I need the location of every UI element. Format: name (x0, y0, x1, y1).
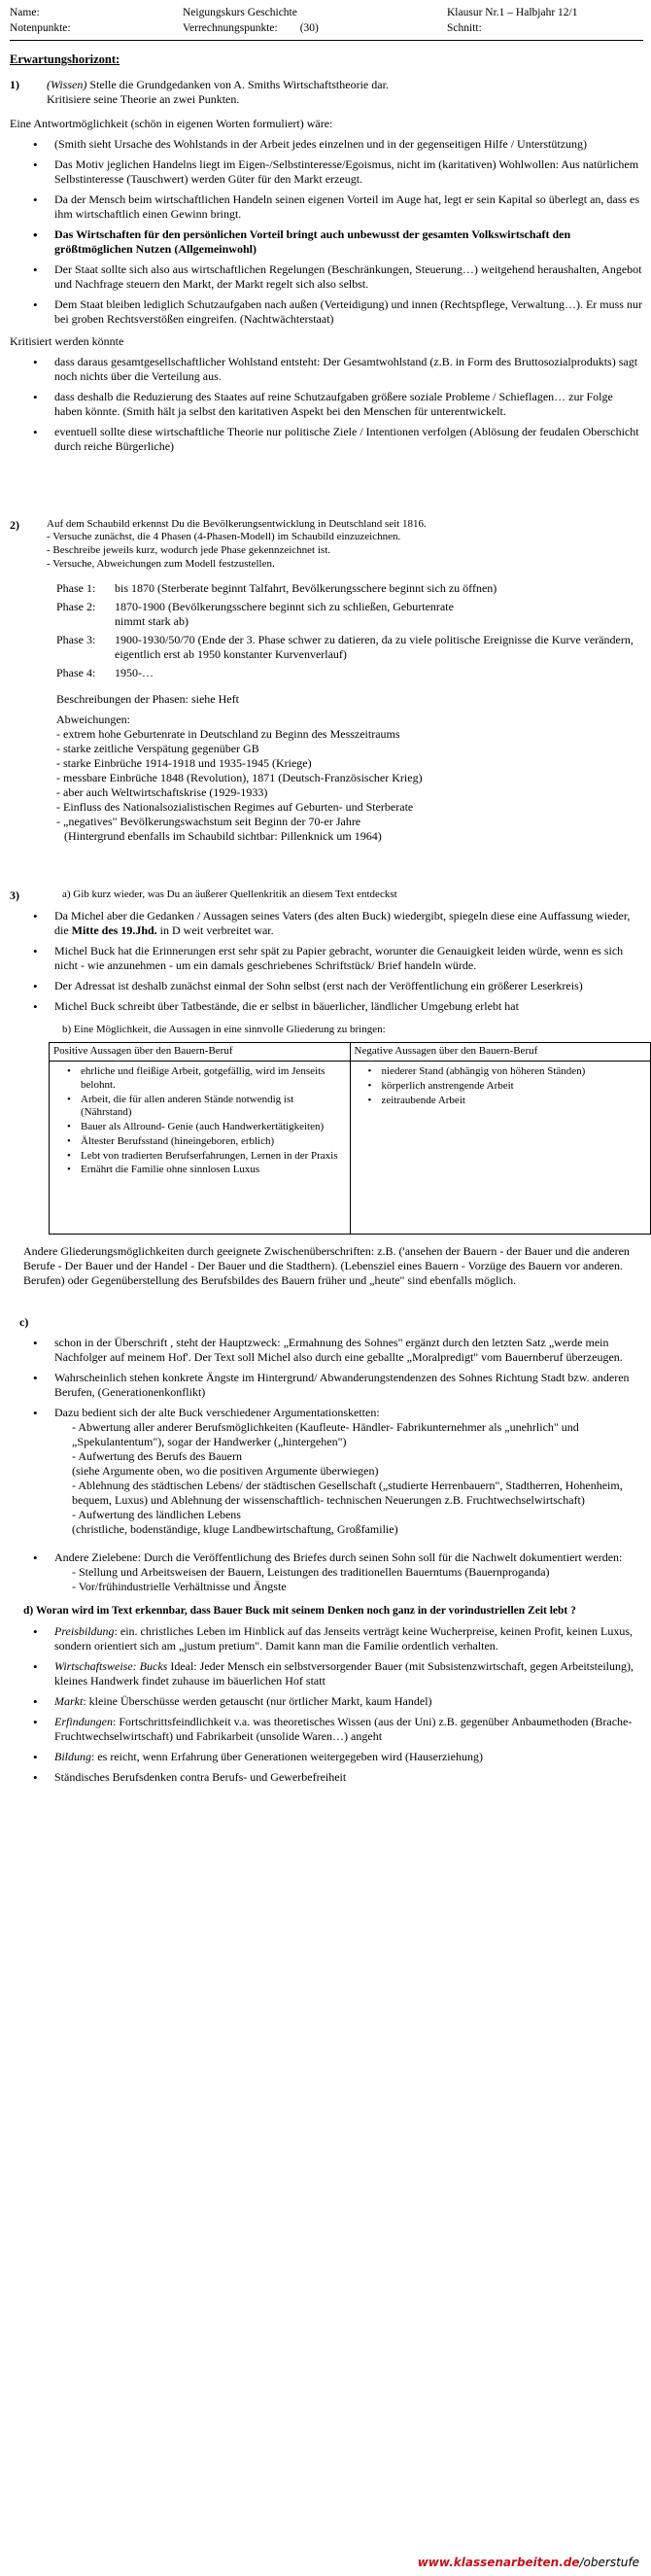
weighted-points: Verrechnungspunkte: (30) (183, 21, 319, 34)
table-list-item: • zeitraubende Arbeit (382, 1095, 647, 1108)
phase-4: Phase 4: 1950-… (56, 665, 154, 679)
table-header-negative: Negative Aussagen über den Bauern-Beruf (350, 1043, 651, 1062)
list-item: • Da der Mensch beim wirtschaftlichen Handeln seinen eigenen Vorteil im Auge hat, legt er sein Kapital so überlegt an, dass es ihm wirtschaftlich einen Gewinn bringt. (54, 192, 643, 222)
deviation-item: - starke zeitliche Verspätung gegenüber GB (56, 741, 259, 755)
deviation-item: - starke Einbrüche 1914-1918 und 1935-1945 (Kriege) (56, 755, 312, 770)
exam-title: Klausur Nr.1 – Halbjahr 12/1 (447, 7, 578, 18)
table-cell-negative (350, 1062, 651, 1235)
comparison-table (49, 1042, 651, 1235)
task-2-step: - Versuche zunächst, die 4 Phasen (4-Phasen-Modell) im Schaubild einzuzeichnen. (47, 531, 401, 543)
other-structures-note: Andere Gliederungsmöglichkeiten durch geeignete Zwischenüberschriften: z.B. ('ansehen der Bauern - der Bauer und die anderen Berufe - Der Bauer und der Handel - Der Bauer und die Stadthern). (Lebensziel eines Bauern - Vorzüge des Bauern vor anderen. Berufen) oder Gegenüberstellung des Berufsbildes des Bauern früher und „heute" sind ebenfalls möglich. (23, 1244, 630, 1288)
footer-section[interactable]: /oberstufe (579, 2556, 639, 2569)
task-3a-prompt: a) Gib kurz wieder, was Du an äußerer Quellenkritik an diesem Text entdeckst (62, 888, 397, 900)
task-number: 1) (10, 77, 19, 91)
deviation-item: - aber auch Weltwirtschaftskrise (1929-1933) (56, 784, 268, 799)
task-2-step: - Beschreibe jeweils kurz, wodurch jede Phase gekennzeichnet ist. (47, 544, 331, 557)
exam-header (10, 6, 643, 41)
deviation-item: - extrem hohe Geburtenrate in Deutschland zu Beginn des Messzeitraums (56, 726, 400, 741)
list-item: • Ständisches Berufsdenken contra Berufs- und Gewerbefreiheit (54, 1770, 643, 1785)
answer-intro: Eine Antwortmöglichkeit (schön in eigenen Worten formuliert) wäre: (10, 116, 333, 130)
list-item: • Bildung: es reicht, wenn Erfahrung über Generationen weitergegeben wird (Hauserziehung) (54, 1750, 643, 1764)
list-item: • Markt: kleine Überschüsse werden getauscht (nur örtlicher Markt, kaum Handel) (54, 1694, 643, 1709)
critique-intro: Kritisiert werden könnte (10, 333, 124, 348)
task-2 (10, 518, 643, 572)
list-item: • eventuell sollte diese wirtschaftliche Theorie nur politische Ziele / Intentionen verfolgen (Ablösung der feudalen Oberschicht durch reiche Bürgerliche) (54, 425, 643, 454)
list-item: • Dazu bedient sich der alte Buck verschiedener Argumentationsketten: - Abwertung aller anderer Berufsmöglichkeiten (Kaufleute- Händler- Fabrikunternehmer als „unehrlich" und „Spekulantentum"), sogar der Handwerker („hintergehen") - Aufwertung des Berufs des Bauern (siehe Argumente oben, wo die positiven Argumente überwiegen) - Ablehnung des städtischen Lebens/ der städtischen Gesellschaft („studierte Herrenbauern", Stadtherren, Hohenheim, bequem, Luxus) und Ablehnung der wissenschaftlich- technischen Neuerungen z.B. Fruchtwechselwirtschaft) - Aufwertung des ländlichen Lebens (christliche, bodenständige, kluge Landbewirtschaftung, Großfamilie) (54, 1406, 643, 1537)
table-list-item: • Ältester Berufsstand (hineingeboren, erblich) (81, 1135, 346, 1149)
phase-description-note: Beschreibungen der Phasen: siehe Heft (56, 691, 239, 706)
list-item: • Der Staat sollte sich also aus wirtschaftlichen Regelungen (Beschränkungen, Steuerung…) weitgehend heraushalten, Angebot und Nachfrage steuern den Markt, der Markt regelt sich also selbst. (54, 262, 643, 292)
task-2-step: - Versuche, Abweichungen zum Modell festzustellen. (47, 557, 275, 570)
task-3c-list (10, 1336, 643, 1594)
table-list-item: • körperlich anstrengende Arbeit (382, 1080, 647, 1094)
deviation-item: - „negatives" Bevölkerungswachstum seit Beginn der 70-er Jahre (56, 814, 361, 828)
list-item: • Andere Zielebene: Durch die Veröffentlichung des Briefes durch seinen Sohn soll für die Nachwelt dokumentiert werden: - Stellung und Arbeitsweisen der Bauern, Leistungen des traditionellen Bauerntums (Bauernproganda) - Vor/frühindustrielle Verhältnisse und Ängste (54, 1550, 643, 1594)
course-name: Neigungskurs Geschichte (183, 7, 297, 18)
list-item: • Michel Buck hat die Erinnerungen erst sehr spät zu Papier gebracht, worunter die Genauigkeit leiden würde, wenn es sich nicht - wie anzunehmen - um ein damals geschriebenes Schriftstück/ Brief handeln würde. (54, 944, 643, 973)
list-item: • (Smith sieht Ursache des Wohlstands in der Arbeit jedes einzelnen und in der gegenseitigen Hilfe / Unterstützung) (54, 137, 643, 152)
list-item: • Der Adressat ist deshalb zunächst einmal der Sohn selbst (erst nach der Veröffentlichung ein größerer Leserkreis) (54, 979, 643, 993)
list-item: • Das Wirtschaften für den persönlichen Vorteil bringt auch unbewusst der gesamten Volkswirtschaft den größtmöglichen Nutzen (Allgemeinwohl) (54, 227, 643, 257)
table-list-item: • Arbeit, die für allen anderen Stände notwendig ist (Nährstand) (81, 1094, 346, 1121)
name-label: Name: (10, 7, 40, 18)
table-list-item: • Bauer als Allround- Genie (auch Handwerkertätigkeiten) (81, 1121, 346, 1134)
table-cell-positive (50, 1062, 351, 1235)
list-item: • Preisbildung: ein. christliches Leben im Hinblick auf das Jenseits verträgt keine Wucherpreise, keinen Profit, keinen Luxus, sondern orientiert sich am „justum pretium". Damit kann man die Familie ordentlich verhalten. (54, 1624, 643, 1654)
list-item: • Erfindungen: Fortschrittsfeindlichkeit v.a. was theoretisches Wissen (aus der Uni) z.B. gegenüber Anbaumethoden (Brache- Fruchtwechselwirtschaft) und Fabrikarbeit (unsolide Waren…) angeht (54, 1715, 643, 1744)
deviations-block (56, 713, 643, 844)
table-list-item: • Ernährt die Familie ohne sinnlosen Luxus (81, 1164, 346, 1177)
list-item: • Da Michel aber die Gedanken / Aussagen seines Vaters (des alten Buck) wiedergibt, spiegeln diese eine Auffassung wieder, die Mitte des 19.Jhd. in D weit verbreitet war. (54, 909, 643, 938)
task-3d-list (10, 1624, 643, 1785)
phase-2: Phase 2: 1870-1900 (Bevölkerungsschere beginnt sich zu schließen, Geburtenrate nimmt stark ab) (56, 599, 454, 628)
task-1-prompt: (Wissen) Stelle die Grundgedanken von A. Smiths Wirtschaftstheorie dar. (47, 77, 389, 91)
table-list-item: • Lebt von tradierten Berufserfahrungen, Lernen in der Praxis (81, 1150, 346, 1164)
smith-points-list (10, 137, 643, 327)
task-1-prompt-2: Kritisiere seine Theorie an zwei Punkten. (47, 91, 240, 106)
list-item: • dass deshalb die Reduzierung des Staates auf reine Schutzaufgaben größere soziale Probleme / Schieflagen… zur Folge haben könnte. (Smith hält ja selbst den karitativen Aspekt bei den Menschen für unterentwickelt. (54, 390, 643, 419)
table-header-positive: Positive Aussagen über den Bauern-Beruf (50, 1043, 351, 1062)
task-number: 2) (10, 517, 19, 532)
phase-1: Phase 1: bis 1870 (Sterberate beginnt Talfahrt, Bevölkerungsschere beginnt sich zu öffnen) (56, 580, 497, 595)
phase-3: Phase 3: 1900-1930/50/70 (Ende der 3. Phase schwer zu datieren, da zu viele politische Ereignisse die Kurve verändern, eigentlich erst ab 1950 konstanter Kurvenverlauf) (56, 632, 634, 661)
argument-chain: - Abwertung aller anderer Berufsmöglichkeiten (Kaufleute- Händler- Fabrikunternehmer als „unehrlich" und „Spekulantentum"), sogar der Handwerker („hintergehen") - Aufwertung des Berufs des Bauern (siehe Argumente oben, wo die positiven Argumente überwiegen) - Ablehnung des städtischen Lebens/ der städtischen Gesellschaft („studierte Herrenbauern", Stadtherren, Hohenheim, bequem, Luxus) und Ablehnung der wissenschaftlich- technischen Neuerungen z.B. Fruchtwechselwirtschaft) - Aufwertung des ländlichen Lebens (christliche, bodenständige, kluge Landbewirtschaftung, Großfamilie) (72, 1420, 623, 1537)
average-label: Schnitt: (447, 21, 482, 34)
task-3b-prompt: b) Eine Möglichkeit, die Aussagen in eine sinnvolle Gliederung zu bringen: (62, 1023, 386, 1035)
points-label: Notenpunkte: (10, 21, 71, 34)
task-number: 3) (10, 888, 19, 902)
task-2-prompt: Auf dem Schaubild erkennst Du die Bevölkerungsentwicklung in Deutschland seit 1816. (47, 517, 427, 530)
deviation-item: - messbare Einbrüche 1848 (Revolution), 1871 (Deutsch-Französischer Krieg) (56, 770, 423, 784)
footer-link[interactable] (418, 2556, 639, 2570)
task-1 (10, 78, 643, 107)
page-title: Erwartungshorizont: (10, 52, 120, 67)
list-item: • Michel Buck schreibt über Tatbestände, die er selbst in bäuerlicher, ländlicher Umgebung erlebt hat (54, 999, 643, 1014)
list-item: • Dem Staat bleiben lediglich Schutzaufgaben nach außen (Verteidigung) und innen (Rechtspflege, Verwaltung…). Er muss nur bei groben Rechtsverstößen eingreifen. (Nachtwächterstaat) (54, 297, 643, 327)
footer-site[interactable]: www.klassenarbeiten.de (417, 2556, 580, 2569)
deviation-item: (Hintergrund ebenfalls im Schaubild sichtbar: Pillenknick um 1964) (64, 828, 382, 843)
task-3 (10, 888, 643, 903)
task-3d-prompt: d) Woran wird im Text erkennbar, dass Bauer Buck mit seinem Denken noch ganz in der vorindustriellen Zeit lebt ? (23, 1605, 576, 1618)
list-item: • schon in der Überschrift , steht der Hauptzweck: „Ermahnung des Sohnes" ergänzt durch den letzten Satz „werde mein Nachfolger auf meinem Hof'. Der Text soll Michel also durch eine geballte „Moralpredigt" vom Bauernberuf überzeugen. (54, 1336, 643, 1365)
table-list-item: • ehrliche und fleißige Arbeit, gotgefällig, wird im Jenseits belohnt. (81, 1065, 346, 1093)
deviations-title: Abweichungen: (56, 712, 130, 726)
table-list-item: • niederer Stand (abhängig von höheren Ständen) (382, 1065, 647, 1079)
list-item: • Wirtschaftsweise: Bucks Ideal: Jeder Mensch ein selbstversorgender Bauer (mit Subsistenzwirtschaft, gegen Arbeitsteilung), kleines Handwerk findet zuhause im bäuerlichen Hof statt (54, 1659, 643, 1688)
list-item: • dass daraus gesamtgesellschaftlicher Wohlstand entsteht: Der Gesamtwohlstand (z.B. in Form des Bruttosozialprodukts) sagt noch nichts über die Verteilung aus. (54, 355, 643, 384)
task-3c-label: c) (19, 1315, 29, 1330)
list-item: • Das Motiv jeglichen Handelns liegt im Eigen-/Selbstinteresse/Egoismus, nicht im (karitativen) Wohlwollen: Aus natürlichem Selbstinteresse (Tauschwert) werden Güter für den Markt erzeugt. (54, 157, 643, 187)
critique-list (10, 355, 643, 454)
deviation-item: - Einfluss des Nationalsozialistischen Regimes auf Geburten- und Sterberate (56, 799, 414, 814)
list-item: • Wahrscheinlich stehen konkrete Ängste im Hintergrund/ Abwanderungstendenzen des Sohnes Richtung Stadt bzw. anderen Berufen, (Generationenkonflikt) (54, 1371, 643, 1400)
task-3a-list (10, 909, 643, 1014)
